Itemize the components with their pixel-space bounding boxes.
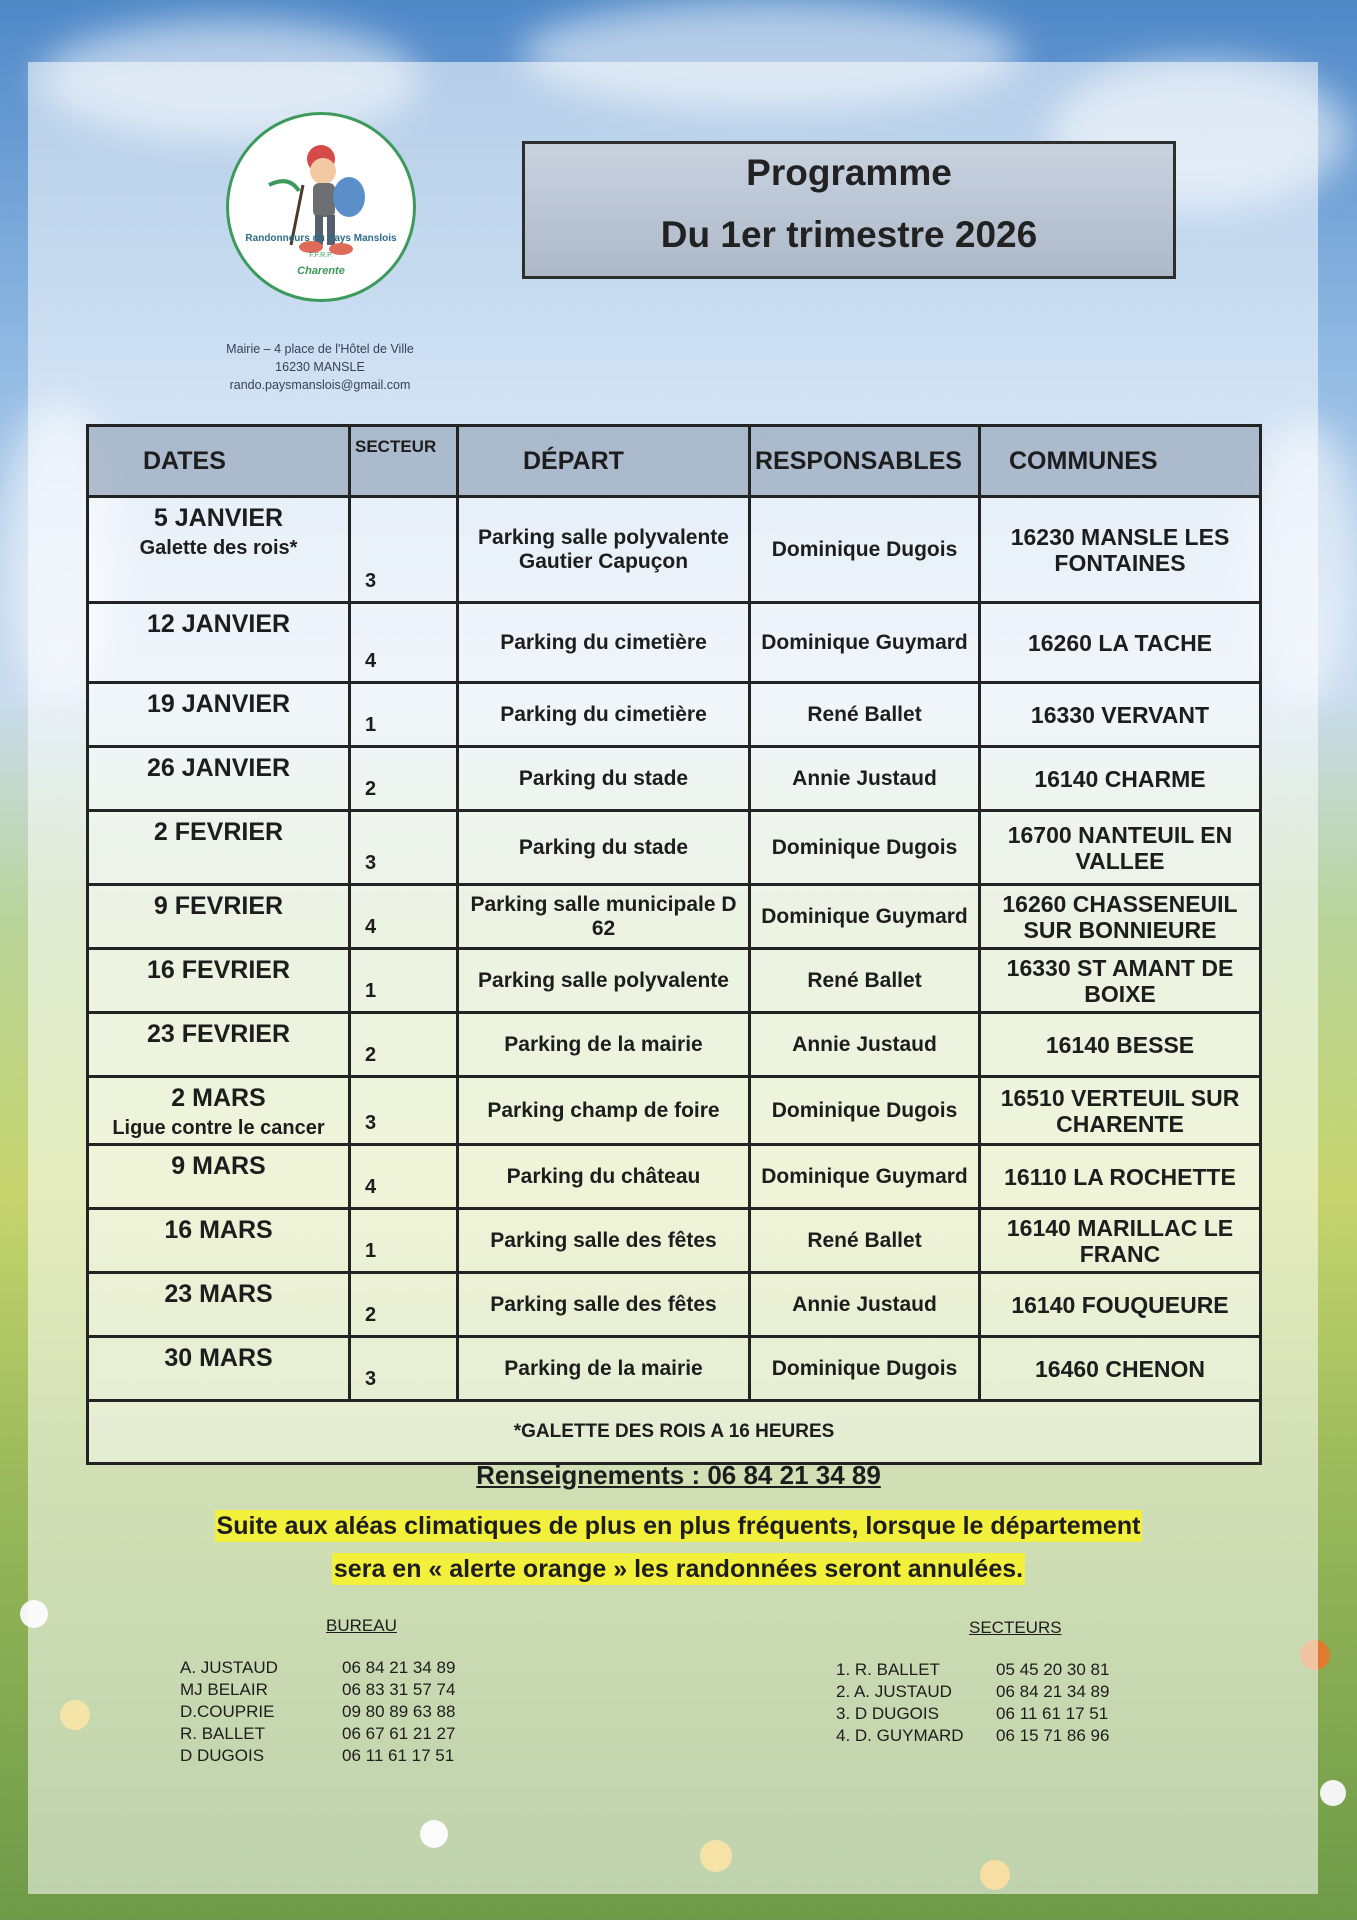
cell-responsable: René Ballet — [750, 949, 980, 1013]
cell-depart: Parking salle polyvalente — [458, 949, 750, 1013]
cell-secteur: 3 — [350, 811, 458, 885]
cell-date — [88, 497, 350, 603]
date-text: 26 JANVIER — [146, 754, 291, 782]
info-phone — [0, 1460, 1357, 1491]
cell-commune: 16140 CHARME — [980, 747, 1261, 811]
header-depart: DÉPART — [458, 426, 750, 497]
date-text: 9 MARS — [171, 1152, 266, 1180]
cell-responsable: Annie Justaud — [750, 747, 980, 811]
alert-line-1: Suite aux aléas climatiques de plus en plus fréquents, lorsque le département — [216, 1512, 1141, 1540]
page-title: Programme — [746, 152, 952, 193]
cell-responsable: Annie Justaud — [750, 1273, 980, 1337]
cell-date — [88, 811, 350, 885]
cell-commune: 16330 VERVANT — [980, 683, 1261, 747]
address-line: Mairie – 4 place de l'Hôtel de Ville — [226, 342, 414, 356]
cell-date — [88, 1273, 350, 1337]
weather-alert — [0, 1505, 1357, 1591]
table-row — [88, 603, 1261, 683]
cell-responsable: Dominique Guymard — [750, 603, 980, 683]
cell-secteur: 4 — [350, 885, 458, 949]
member-name: D.COUPRIE — [180, 1702, 275, 1721]
cell-date — [88, 1077, 350, 1145]
cell-secteur: 4 — [350, 1145, 458, 1209]
address-email: rando.paysmanslois@gmail.com — [229, 378, 411, 392]
table-row — [88, 885, 1261, 949]
date-text: 2 MARS — [171, 1084, 266, 1112]
cell-responsable: Dominique Guymard — [750, 1145, 980, 1209]
cell-responsable: Dominique Dugois — [750, 497, 980, 603]
cell-secteur: 4 — [350, 603, 458, 683]
date-note: Galette des rois* — [139, 537, 298, 559]
cell-commune: 16330 ST AMANT DE BOIXE — [980, 949, 1261, 1013]
member-phone: 06 84 21 34 89 — [996, 1682, 1110, 1701]
cell-commune: 16260 CHASSENEUIL SUR BONNIEURE — [980, 885, 1261, 949]
date-text: 23 FEVRIER — [146, 1020, 291, 1048]
cell-depart: Parking salle municipale D 62 — [458, 885, 750, 949]
club-address — [190, 340, 450, 394]
bureau-member — [180, 1745, 455, 1767]
secteurs-heading: SECTEURS — [969, 1618, 1062, 1637]
member-name: MJ BELAIR — [180, 1680, 268, 1699]
date-text: 16 MARS — [164, 1216, 273, 1244]
header-responsables: RESPONSABLES — [750, 426, 980, 497]
member-phone: 06 15 71 86 96 — [996, 1726, 1110, 1745]
member-name: 4. D. GUYMARD — [836, 1726, 964, 1745]
table-row — [88, 1337, 1261, 1401]
cell-commune: 16140 MARILLAC LE FRANC — [980, 1209, 1261, 1273]
club-logo — [226, 112, 416, 302]
cell-secteur: 1 — [350, 683, 458, 747]
table-row — [88, 1077, 1261, 1145]
header-communes: COMMUNES — [980, 426, 1261, 497]
cell-date — [88, 1209, 350, 1273]
member-name: 3. D DUGOIS — [836, 1704, 939, 1723]
secteur-member — [836, 1703, 1109, 1725]
cell-secteur: 3 — [350, 497, 458, 603]
cell-depart: Parking salle des fêtes — [458, 1209, 750, 1273]
member-name: 2. A. JUSTAUD — [836, 1682, 952, 1701]
cell-secteur: 2 — [350, 1273, 458, 1337]
table-footnote-row — [88, 1401, 1261, 1464]
cell-depart: Parking de la mairie — [458, 1013, 750, 1077]
cell-responsable: Dominique Dugois — [750, 1077, 980, 1145]
cell-depart: Parking du château — [458, 1145, 750, 1209]
cell-date — [88, 949, 350, 1013]
cell-depart: Parking du cimetière — [458, 603, 750, 683]
logo-sub: F.F.R.P. — [309, 252, 333, 259]
cell-depart: Parking champ de foire — [458, 1077, 750, 1145]
member-phone: 09 80 89 63 88 — [342, 1702, 456, 1721]
cell-depart: Parking du stade — [458, 811, 750, 885]
cell-commune: 16140 BESSE — [980, 1013, 1261, 1077]
table-row — [88, 747, 1261, 811]
bureau-member — [180, 1701, 455, 1723]
cell-depart: Parking du stade — [458, 747, 750, 811]
date-text: 30 MARS — [164, 1344, 273, 1372]
cell-responsable: Dominique Dugois — [750, 1337, 980, 1401]
cell-depart: Parking salle polyvalente Gautier Capuçon — [458, 497, 750, 603]
table-header-row — [88, 426, 1261, 497]
member-phone: 06 67 61 21 27 — [342, 1724, 456, 1743]
cell-date — [88, 1013, 350, 1077]
page-subtitle: Du 1er trimestre 2026 — [660, 214, 1038, 255]
info-phone-text: Renseignements : 06 84 21 34 89 — [476, 1460, 881, 1490]
cell-secteur: 2 — [350, 1013, 458, 1077]
cell-date — [88, 1145, 350, 1209]
date-text: 2 FEVRIER — [153, 818, 284, 846]
title-box — [522, 141, 1176, 279]
logo-label: Charente — [297, 265, 345, 277]
date-text: 12 JANVIER — [146, 610, 291, 638]
date-text: 19 JANVIER — [146, 690, 291, 718]
member-name: D DUGOIS — [180, 1746, 265, 1765]
cell-depart: Parking de la mairie — [458, 1337, 750, 1401]
cell-commune: 16110 LA ROCHETTE — [980, 1145, 1261, 1209]
cell-depart: Parking du cimetière — [458, 683, 750, 747]
cell-depart: Parking salle des fêtes — [458, 1273, 750, 1337]
member-phone: 05 45 20 30 81 — [996, 1660, 1110, 1679]
address-city: 16230 MANSLE — [275, 360, 365, 374]
table-row — [88, 1209, 1261, 1273]
secteur-member — [836, 1681, 1109, 1703]
cell-responsable: Dominique Dugois — [750, 811, 980, 885]
cell-responsable: René Ballet — [750, 683, 980, 747]
cell-secteur: 3 — [350, 1337, 458, 1401]
table-row — [88, 811, 1261, 885]
bureau-member — [180, 1723, 455, 1745]
date-text: 9 FEVRIER — [153, 892, 284, 920]
cell-commune: 16510 VERTEUIL SUR CHARENTE — [980, 1077, 1261, 1145]
table-row — [88, 683, 1261, 747]
secteur-member — [836, 1725, 1109, 1747]
cell-date — [88, 603, 350, 683]
bureau-member — [180, 1657, 455, 1679]
cell-commune: 16260 LA TACHE — [980, 603, 1261, 683]
bureau-member — [180, 1679, 455, 1701]
date-note: Ligue contre le cancer — [112, 1117, 325, 1139]
date-text: 5 JANVIER — [153, 504, 284, 532]
cell-responsable: Annie Justaud — [750, 1013, 980, 1077]
member-name: 1. R. BALLET — [836, 1660, 940, 1679]
alert-line-2: sera en « alerte orange » les randonnées seront annulées. — [333, 1555, 1024, 1583]
cell-commune: 16700 NANTEUIL EN VALLEE — [980, 811, 1261, 885]
cell-date — [88, 747, 350, 811]
cell-commune: 16230 MANSLE LES FONTAINES — [980, 497, 1261, 603]
header-dates: DATES — [88, 426, 350, 497]
table-row — [88, 1013, 1261, 1077]
cell-secteur: 1 — [350, 949, 458, 1013]
member-phone: 06 11 61 17 51 — [996, 1704, 1109, 1723]
header-secteur: SECTEUR — [350, 426, 458, 497]
member-name: R. BALLET — [180, 1724, 266, 1743]
cell-date — [88, 1337, 350, 1401]
table-footnote: *GALETTE DES ROIS A 16 HEURES — [88, 1401, 1261, 1464]
date-text: 16 FEVRIER — [146, 956, 291, 984]
bureau-heading: BUREAU — [326, 1616, 397, 1635]
cell-date — [88, 885, 350, 949]
cell-secteur: 3 — [350, 1077, 458, 1145]
member-phone: 06 84 21 34 89 — [342, 1658, 456, 1677]
cell-responsable: Dominique Guymard — [750, 885, 980, 949]
logo-club-name: Randonneurs du Pays Manslois — [245, 233, 397, 244]
secteur-member — [836, 1659, 1109, 1681]
date-text: 23 MARS — [164, 1280, 273, 1308]
cell-date — [88, 683, 350, 747]
cell-secteur: 2 — [350, 747, 458, 811]
cell-commune: 16460 CHENON — [980, 1337, 1261, 1401]
table-row — [88, 1145, 1261, 1209]
table-row — [88, 1273, 1261, 1337]
member-phone: 06 11 61 17 51 — [342, 1746, 455, 1765]
table-row — [88, 949, 1261, 1013]
member-name: A. JUSTAUD — [180, 1658, 278, 1677]
programme-table — [86, 424, 1262, 1465]
cell-responsable: René Ballet — [750, 1209, 980, 1273]
cell-secteur: 1 — [350, 1209, 458, 1273]
cell-commune: 16140 FOUQUEURE — [980, 1273, 1261, 1337]
member-phone: 06 83 31 57 74 — [342, 1680, 456, 1699]
table-row — [88, 497, 1261, 603]
